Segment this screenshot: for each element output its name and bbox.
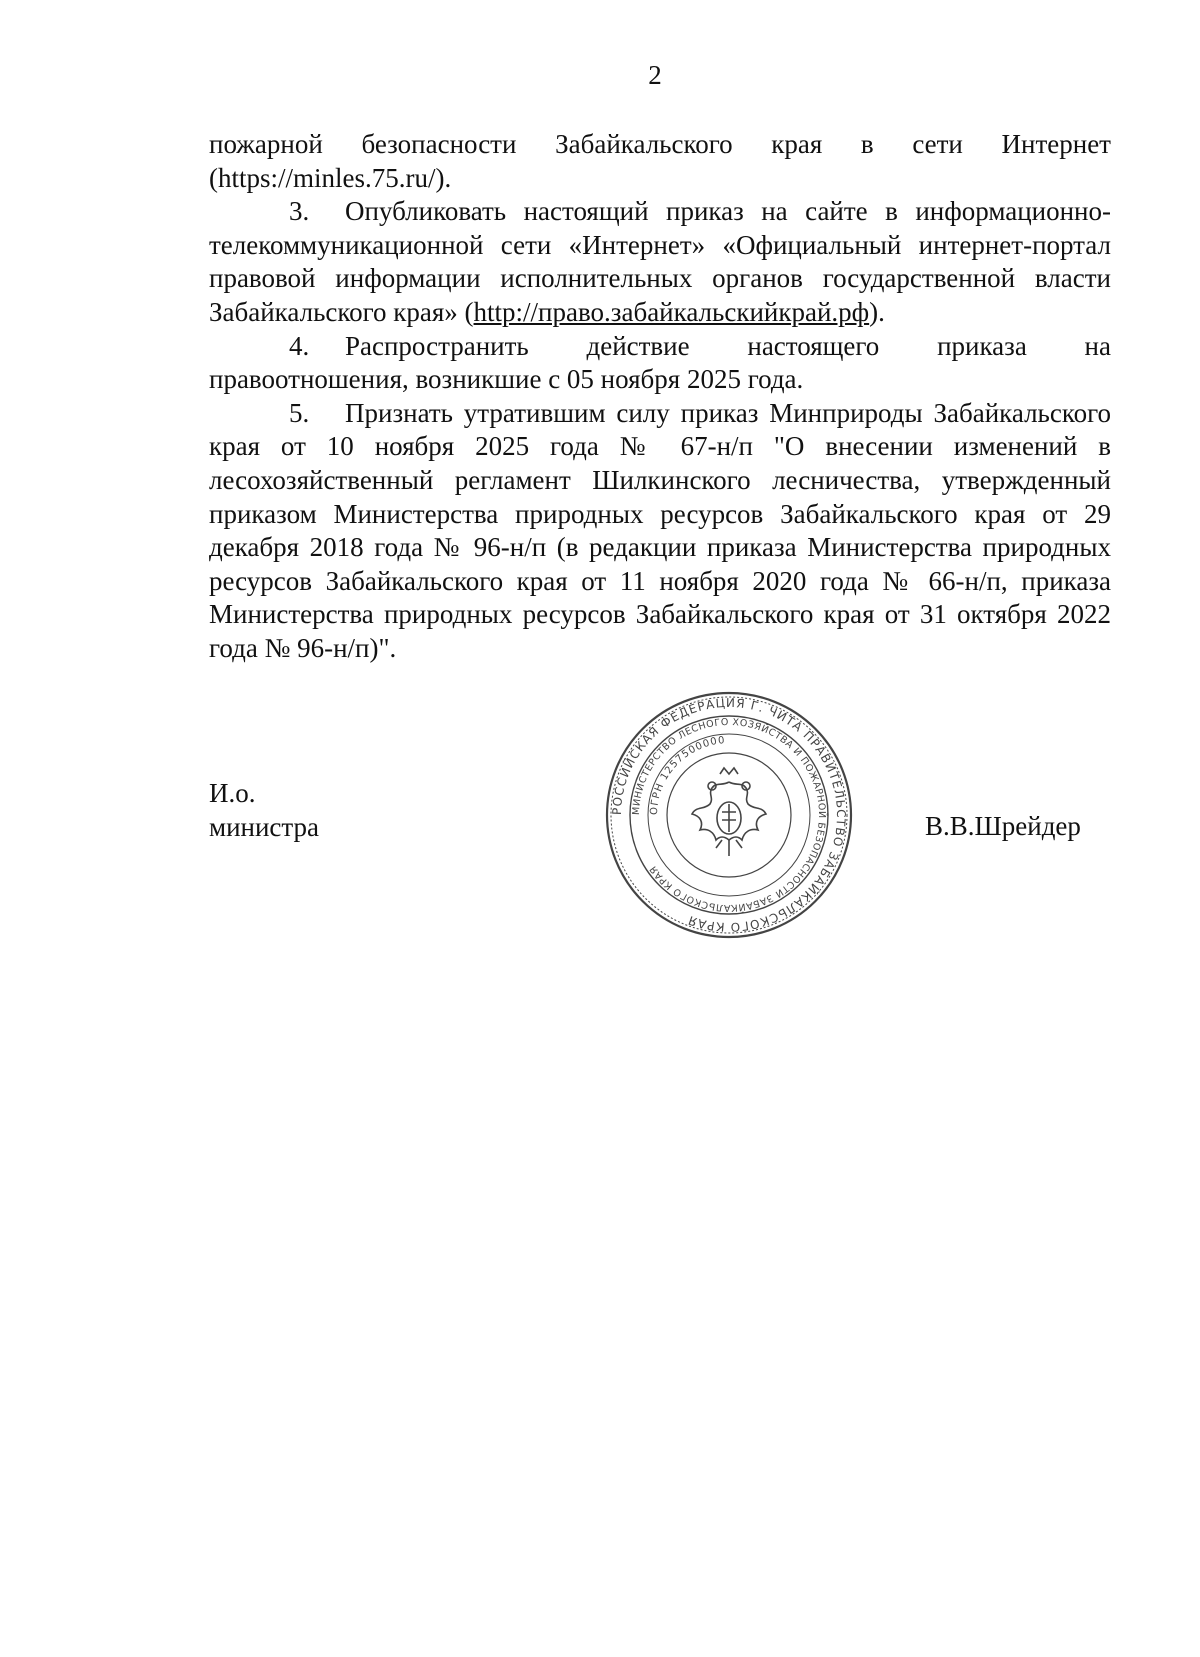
signatory-role — [209, 777, 319, 844]
paragraph-3-text: Опубликовать настоящий приказ на сайте в информационно-телекоммуникационной сети «Интернет» «Официальный интернет-портал правовой информации исполнительных органов государственной власти Забайкальского края» ( — [209, 196, 1111, 327]
seal-outer-text: РОССИЙСКАЯ ФЕДЕРАЦИЯ Г. ЧИТА ПРАВИТЕЛЬСТВО ЗАБАЙКАЛЬСКОГО КРАЯ — [609, 695, 849, 935]
paragraph-4 — [209, 330, 1111, 397]
paragraph-3-text-end: ). — [869, 296, 885, 327]
seal-ogrn-text: ОГРН 1257500000 — [648, 735, 726, 816]
paragraph-5-number: 5. — [289, 397, 310, 428]
double-headed-eagle-icon — [692, 768, 766, 856]
paragraph-3 — [209, 195, 1111, 329]
signatory-name: В.В.Шрейдер — [925, 811, 1081, 841]
paragraph-3-number: 3. — [289, 196, 310, 227]
document-body — [209, 128, 1111, 666]
seal-inner-text: МИНИСТЕРСТВО ЛЕСНОГО ХОЗЯЙСТВА И ПОЖАРНОЙ БЕЗОПАСНОСТИ ЗАБАЙКАЛЬСКОГО КРАЯ — [630, 716, 828, 914]
paragraph-4-text: Распространить действие настоящего приказа на правоотношения, возникшие с 05 ноября 2025 года. — [209, 330, 1111, 395]
page-number: 2 — [648, 60, 662, 90]
paragraph-4-number: 4. — [289, 330, 310, 361]
paragraph-continuation: пожарной безопасности Забайкальского края в сети Интернет (https://minles.75.ru/). — [209, 129, 1111, 193]
signatory-role-line1: И.о. — [209, 778, 256, 808]
paragraph-5-text: Признать утратившим силу приказ Минприроды Забайкальского края от 10 ноября 2025 года № 67-н/п "О внесении изменений в лесохозяйственный регламент Шилкинского лесничества, утвержденный приказом Министерства природных ресурсов Забайкальского края от 29 декабря 2018 года № 96-н/п (в редакции приказа Министерства природных ресурсов Забайкальского края от 11 ноября 2020 года № 66-н/п, приказа Министерства природных ресурсов Забайкальского края от 31 октября 2022 года № 96-н/п)". — [209, 397, 1111, 663]
portal-url-link[interactable]: http://право.забайкальскийкрай.рф — [473, 296, 870, 327]
official-seal-stamp — [604, 690, 854, 940]
paragraph-5 — [209, 397, 1111, 666]
signatory-role-line2: министра — [209, 811, 320, 842]
